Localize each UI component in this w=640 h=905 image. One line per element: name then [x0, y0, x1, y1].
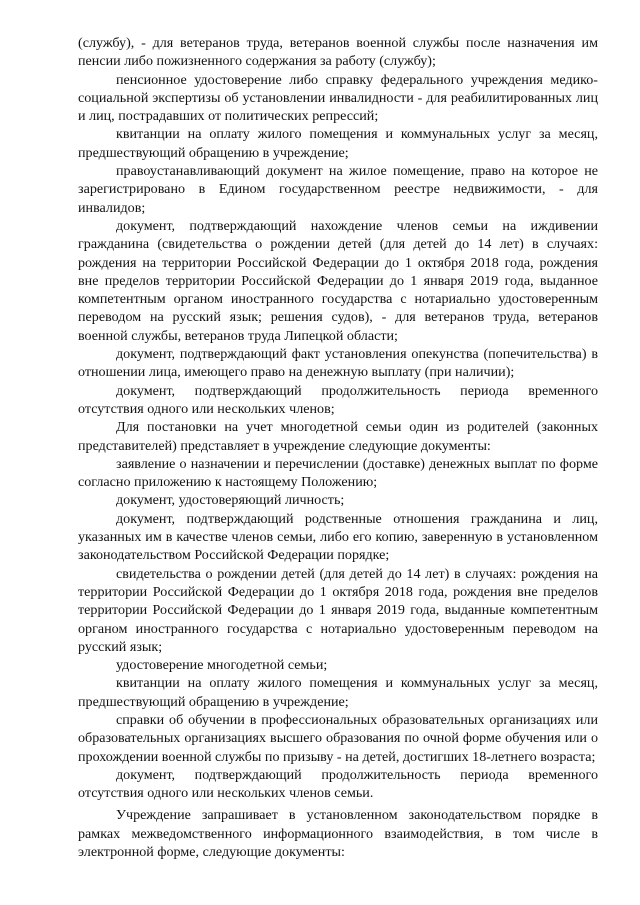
paragraph-10: документ, удостоверяющий личность;	[116, 492, 345, 509]
paragraph-1: (службу), - для ветеранов труда, ветеранов военной службы после назначения им пенсии либо пожизненного содержания за работу (службу);	[78, 35, 598, 70]
paragraph-3: квитанции на оплату жилого помещения и коммунальных услуг за месяц, предшествующий обращению в учреждение;	[78, 126, 598, 161]
paragraph-12: свидетельства о рождении детей (для детей до 14 лет) в случаях: рождения на территории Российской Федерации до 1 октября 2018 года, рождения вне пределов территории Российской Федерации до 1 января 2019 года, выданные компетентным органом иностранного государства с нотариально удостоверенным переводом на русский язык;	[78, 565, 598, 655]
paragraph-9: заявление о назначении и перечислении (доставке) денежных выплат по форме согласно приложению к настоящему Положению;	[78, 455, 598, 491]
paragraph-11: документ, подтверждающий родственные отношения гражданина и лиц, указанных им в качестве членов семьи, либо его копию, заверенную в установленном законодательством Российской Федерации порядке;	[78, 510, 598, 564]
paragraph-17: Учреждение запрашивает в установленном законодательством порядке в рамках межведомственного информационного взаимодействия, в том числе в электронной форме, следующие документы:	[78, 807, 598, 861]
paragraph-14: квитанции на оплату жилого помещения и коммунальных услуг за месяц, предшествующий обращению в учреждение;	[78, 675, 598, 710]
paragraph-7: документ, подтверждающий продолжительность периода временного отсутствия одного или нескольких членов;	[78, 382, 598, 417]
paragraph-5: документ, подтверждающий нахождение членов семьи на иждивении гражданина (свидетельства о рождении детей (для детей до 14 лет) в случаях: рождения на территории Российской Федерации до 1 октября 2018 года, рождения вне пределов территории Российской Федерации до 1 января 2019 года, выданное компетентным органом иностранного государства с нотариально удостоверенным переводом на русский язык; решения судов), - для ветеранов труда, ветеранов военной службы, ветеранов труда Липецкой области;	[78, 217, 598, 344]
paragraph-4: правоустанавливающий документ на жилое помещение, право на которое не зарегистрировано в Едином государственном реестре недвижимости, - для инвалидов;	[78, 163, 598, 216]
paragraph-2: пенсионное удостоверение либо справку федерального учреждения медико-социальной экспертизы об установлении инвалидности - для реабилитированных лиц и лиц, пострадавших от политических репрессий;	[78, 71, 598, 125]
paragraph-16: документ, подтверждающий продолжительность периода временного отсутствия одного или нескольких членов семьи.	[78, 766, 598, 802]
paragraph-6: документ, подтверждающий факт установления опекунства (попечительства) в отношении лица, имеющего право на денежную выплату (при наличии);	[78, 346, 598, 381]
paragraph-13: удостоверение многодетной семьи;	[116, 657, 328, 674]
paragraph-15: справки об обучении в профессиональных образовательных организациях или образовательных организациях высшего образования по очной форме обучения или о прохождении военной службы по призыву - на детей, достигших 18-летнего возраста;	[78, 711, 598, 765]
paragraph-8: Для постановки на учет многодетной семьи один из родителей (законных представителей) представляет в учреждение следующие документы:	[78, 419, 598, 454]
